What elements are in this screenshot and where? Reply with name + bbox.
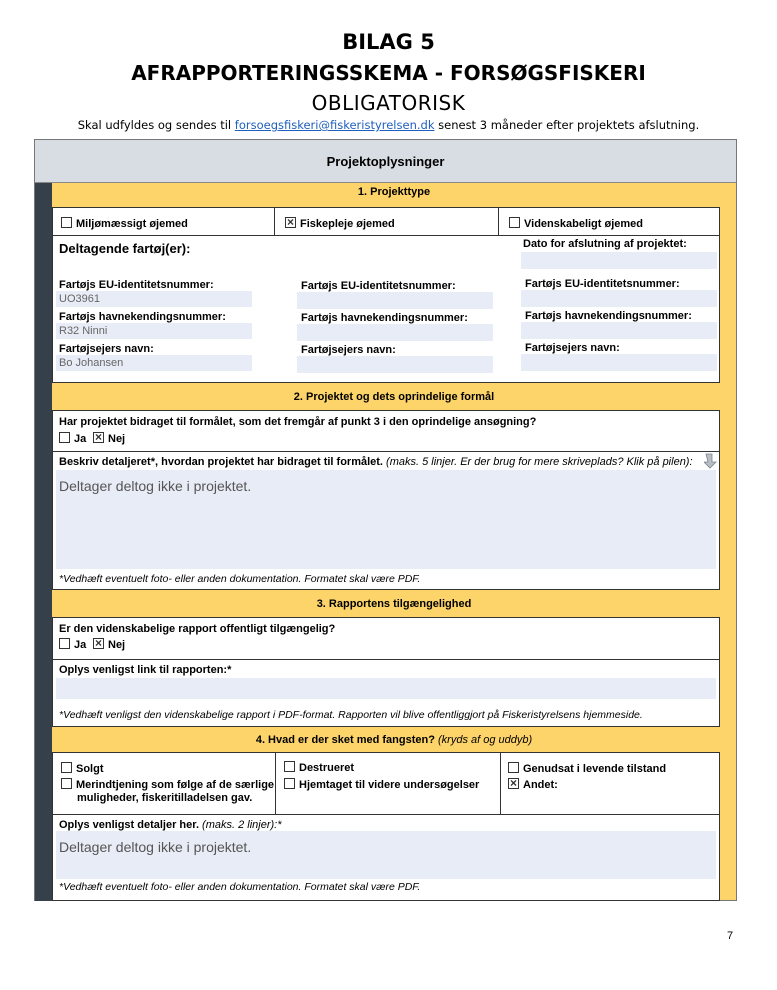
option-other-label: Andet: — [523, 779, 558, 791]
describe-label — [59, 456, 693, 468]
divider — [53, 451, 719, 452]
checkbox-sold[interactable] — [61, 762, 72, 773]
end-date-field[interactable] — [521, 252, 717, 269]
report-no-checkbox[interactable] — [93, 638, 104, 649]
checkbox-scientific[interactable] — [509, 217, 520, 228]
option-retained-label: Hjemtaget til videre undersøgelser — [299, 779, 480, 791]
describe-hint: (maks. 5 linjer. Er der brug for mere skriveplads? Klik på pilen): — [382, 456, 693, 468]
report-panel — [52, 617, 720, 727]
option-scientific[interactable] — [509, 217, 643, 230]
form-title: AFRAPPORTERINGSSKEMA - FORSØGSFISKERI — [131, 61, 646, 85]
catch-options-panel — [52, 752, 720, 815]
mandatory-label: OBLIGATORISK — [311, 91, 466, 115]
end-date-label: Dato for afslutning af projektet: — [523, 238, 687, 250]
checkbox-released[interactable] — [508, 762, 519, 773]
option-destroyed-label: Destrueret — [299, 762, 355, 774]
section1-title: 1. Projekttype — [357, 186, 431, 198]
purpose-panel — [52, 410, 720, 590]
eu-id-label-3: Fartøjs EU-identitetsnummer: — [525, 278, 680, 290]
page-number: 7 — [727, 930, 734, 942]
eu-id-label-2: Fartøjs EU-identitetsnummer: — [301, 280, 456, 292]
section2-title: 2. Projektet og dets oprindelige formål — [293, 391, 495, 403]
describe-value: Deltager deltog ikke i projektet. — [59, 478, 252, 494]
option-retained[interactable] — [284, 778, 479, 791]
report-no-option[interactable] — [93, 638, 125, 651]
option-extra-income[interactable] — [61, 778, 274, 791]
eu-id-field-2[interactable] — [297, 292, 493, 309]
details-hint: (maks. 2 linjer):* — [199, 819, 282, 831]
option-destroyed[interactable] — [284, 761, 354, 774]
report-form — [34, 139, 737, 901]
report-link-label: Oplys venligst link til rapporten:* — [59, 664, 232, 676]
option-sold-label: Solgt — [76, 763, 104, 775]
report-question: Er den videnskabelige rapport offentligt tilgængelig? — [59, 623, 336, 635]
option-sold[interactable] — [61, 762, 104, 775]
details-value: Deltager deltog ikke i projektet. — [59, 839, 252, 855]
vessels-panel — [52, 236, 720, 383]
purpose-question: Har projektet bidraget til formålet, som det fremgår af punkt 3 i den oprindelige ansøgning? — [59, 416, 537, 428]
report-link-field[interactable] — [56, 678, 716, 699]
purpose-no-option[interactable] — [93, 432, 125, 445]
purpose-no-label: Nej — [108, 433, 126, 445]
instructions-text: Skal udfyldes og sendes til — [77, 118, 235, 132]
catch-details-panel — [52, 815, 720, 901]
owner-field-2[interactable] — [297, 356, 493, 373]
eu-id-field-3[interactable] — [521, 290, 717, 307]
owner-field-3[interactable] — [521, 354, 717, 371]
participants-label: Deltagende fartøj(er): — [59, 241, 191, 256]
details-label — [59, 819, 282, 831]
option-fish-care-label: Fiskepleje øjemed — [300, 218, 395, 230]
form-sidebar — [35, 183, 52, 901]
owner-field-1[interactable]: Bo Johansen — [56, 355, 252, 371]
divider — [53, 659, 719, 660]
attach-note: *Vedhæft eventuelt foto- eller anden dokumentation. Formatet skal være PDF. — [59, 573, 421, 585]
eu-id-field-1[interactable]: UO3961 — [56, 291, 252, 307]
harbour-field-3[interactable] — [521, 322, 717, 339]
owner-label-3: Fartøjsejers navn: — [525, 342, 620, 354]
purpose-no-checkbox[interactable] — [93, 432, 104, 443]
option-released-label: Genudsat i levende tilstand — [523, 763, 667, 775]
report-yes-label: Ja — [74, 639, 87, 651]
option-other[interactable] — [508, 778, 558, 791]
harbour-field-1[interactable]: R32 Ninni — [56, 323, 252, 339]
option-environmental-label: Miljømæssigt øjemed — [76, 218, 188, 230]
harbour-field-2[interactable] — [297, 324, 493, 341]
instructions-text-end: senest 3 måneder efter projektets afslutning. — [434, 118, 700, 132]
harbour-label-2: Fartøjs havnekendingsnummer: — [301, 312, 468, 324]
project-type-row — [52, 207, 720, 236]
checkbox-other[interactable] — [508, 778, 519, 789]
checkbox-extra-income[interactable] — [61, 778, 72, 789]
report-no-label: Nej — [108, 639, 126, 651]
option-extra-income-label: Merindtjening som følge af de særlige — [76, 779, 275, 791]
purpose-yes-option[interactable] — [59, 432, 86, 445]
checkbox-retained[interactable] — [284, 778, 295, 789]
harbour-label-3: Fartøjs havnekendingsnummer: — [525, 310, 692, 322]
eu-id-label-1: Fartøjs EU-identitetsnummer: — [59, 279, 214, 291]
report-yes-option[interactable] — [59, 638, 86, 651]
harbour-label-1: Fartøjs havnekendingsnummer: — [59, 311, 226, 323]
checkbox-environmental[interactable] — [61, 217, 72, 228]
section4-title-text: 4. Hvad er der sket med fangsten? — [255, 734, 435, 746]
option-environmental[interactable] — [61, 217, 188, 230]
checkbox-destroyed[interactable] — [284, 761, 295, 772]
option-scientific-label: Videnskabeligt øjemed — [524, 218, 644, 230]
owner-label-1: Fartøjsejers navn: — [59, 343, 154, 355]
purpose-yes-label: Ja — [74, 433, 87, 445]
details-label-text: Oplys venligst detaljer her. — [59, 819, 199, 831]
owner-label-2: Fartøjsejers navn: — [301, 344, 396, 356]
option-extra-income-line2: muligheder, fiskeritilladelsen gav. — [77, 792, 253, 804]
report-yes-checkbox[interactable] — [59, 638, 70, 649]
option-fish-care[interactable] — [285, 217, 395, 230]
page-title: BILAG 5 — [342, 30, 435, 54]
section3-title: 3. Rapportens tilgængelighed — [316, 598, 472, 610]
section4-title — [52, 734, 736, 746]
describe-label-text: Beskriv detaljeret*, hvordan projektet har bidraget til formålet. — [59, 456, 383, 468]
instructions — [0, 118, 777, 132]
details-attach-note: *Vedhæft eventuelt foto- eller anden dokumentation. Formatet skal være PDF. — [59, 881, 421, 893]
report-note: *Vedhæft venligst den videnskabelige rapport i PDF-format. Rapporten vil blive offentliggjort på Fiskeristyrelsens hjemmeside. — [59, 709, 643, 721]
section4-title-hint: (kryds af og uddyb) — [434, 734, 533, 746]
expand-arrow-icon[interactable] — [704, 453, 718, 469]
email-link[interactable]: forsoegsfiskeri@fiskeristyrelsen.dk — [234, 118, 435, 132]
option-released[interactable] — [508, 762, 666, 775]
checkbox-fish-care[interactable] — [285, 217, 296, 228]
purpose-yes-checkbox[interactable] — [59, 432, 70, 443]
form-section-header: Projektoplysninger — [35, 140, 736, 183]
